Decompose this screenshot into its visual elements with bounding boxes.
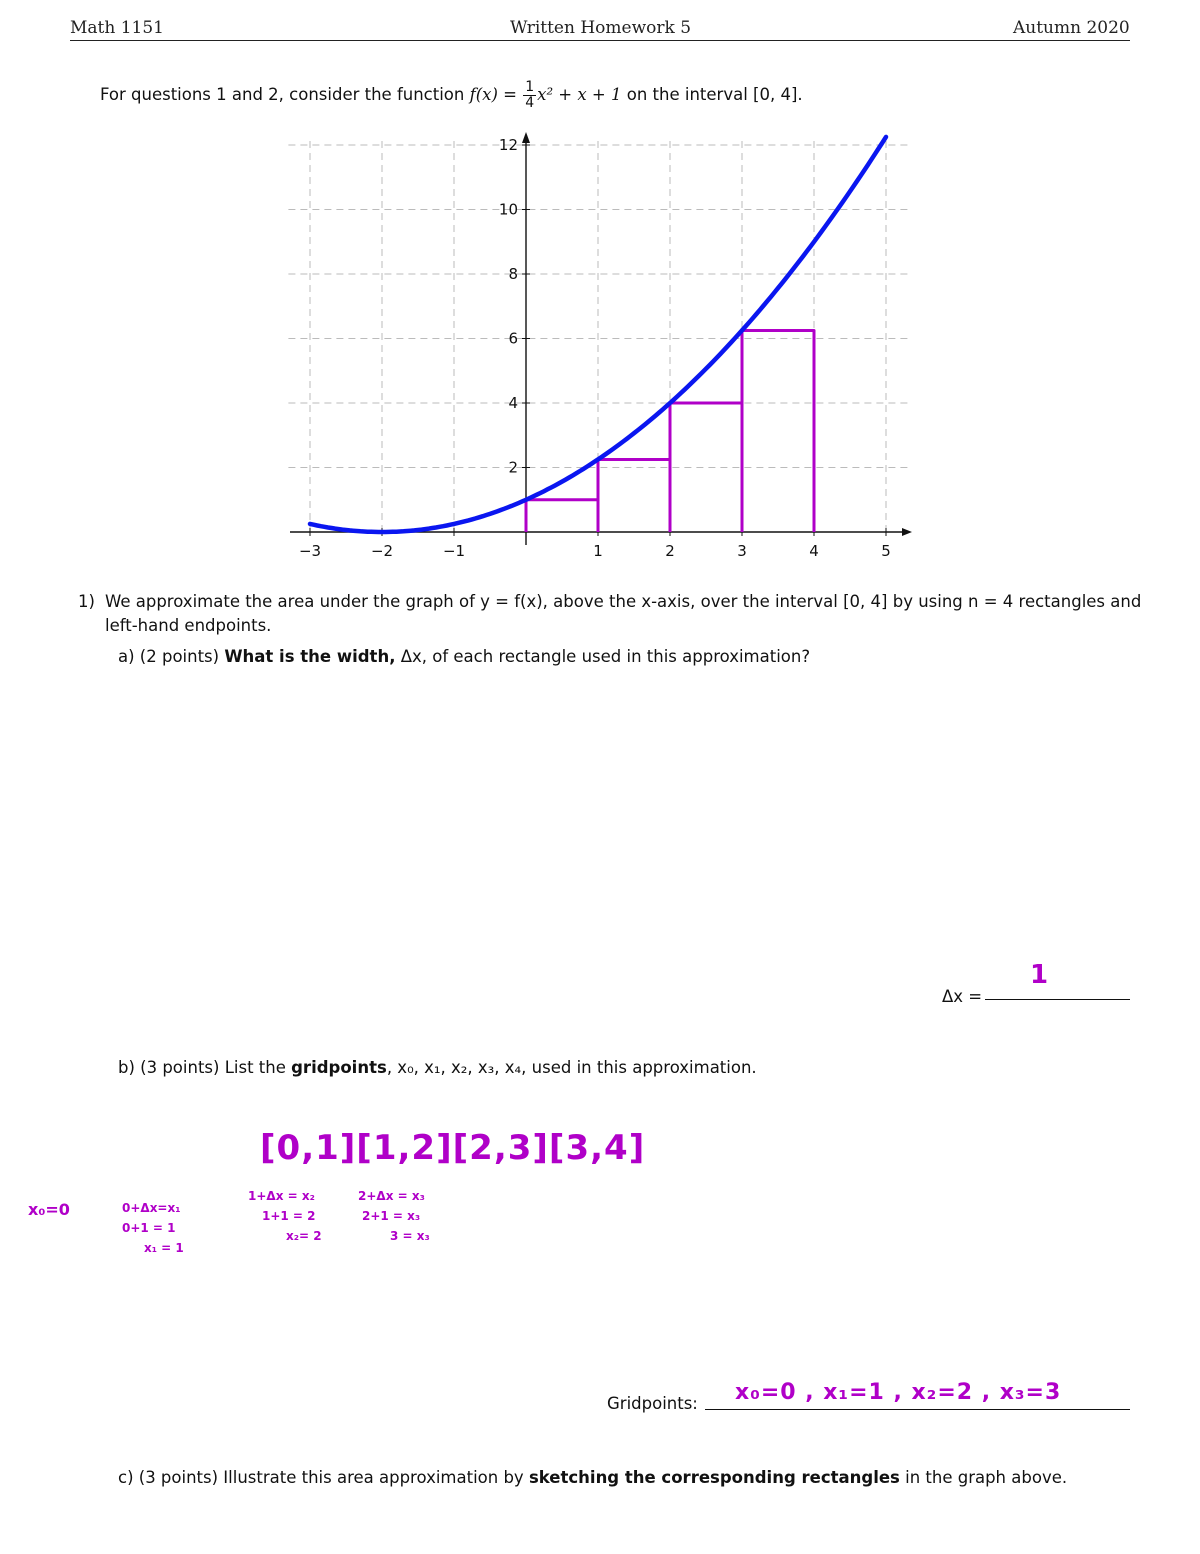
tick-labels	[299, 136, 891, 560]
intro-fx: f(x) =	[469, 85, 517, 104]
qa-prefix: a) (2 points)	[118, 647, 220, 666]
left-endpoint-rectangle	[670, 403, 742, 532]
gridpoints-answer-line[interactable]	[705, 1409, 1130, 1410]
frac-den: 4	[525, 95, 535, 111]
x-tick-label: −2	[370, 542, 394, 560]
course-name: Math 1151	[70, 18, 164, 38]
document-title: Written Homework 5	[510, 18, 692, 38]
x-tick-label: −1	[442, 542, 466, 560]
qc-after: in the graph above.	[905, 1468, 1068, 1487]
work-x0: x₀=0	[28, 1200, 70, 1219]
y-tick-label: 4	[508, 394, 518, 412]
qa-bold: What is the width,	[224, 647, 396, 666]
qb-text	[118, 1056, 757, 1080]
x-tick-label: 5	[881, 542, 891, 560]
delta-x-answer: 1	[1030, 960, 1049, 990]
work-col-3	[358, 1186, 430, 1246]
gridpoints-answer: x₀=0 , x₁=1 , x₂=2 , x₃=3	[735, 1380, 1062, 1405]
qc-text	[118, 1466, 1067, 1490]
left-endpoint-rectangle	[742, 330, 814, 532]
function-graph	[270, 128, 930, 568]
intro-before: For questions 1 and 2, consider the function	[100, 85, 465, 104]
work-col-1	[122, 1198, 184, 1258]
delta-x-answer-line[interactable]	[985, 999, 1130, 1000]
work-col2-line: x₂= 2	[286, 1229, 322, 1243]
left-endpoint-rectangle	[598, 459, 670, 532]
intro-rest: x² + x + 1	[537, 85, 622, 104]
y-axis-arrow	[522, 132, 530, 143]
qc-bold: sketching the corresponding rectangles	[528, 1468, 900, 1487]
work-col2-line: 1+1 = 2	[262, 1209, 316, 1223]
work-col3-line: 2+Δx = x₃	[358, 1189, 425, 1203]
intro-text	[100, 80, 803, 111]
work-col2-line: 1+Δx = x₂	[248, 1189, 315, 1203]
qa-after: Δx, of each rectangle used in this approximation?	[400, 647, 811, 666]
x-tick-label: −3	[298, 542, 322, 560]
work-col3-line: 2+1 = x₃	[362, 1209, 421, 1223]
q1-number: 1)	[78, 592, 95, 611]
gridpoints-label: Gridpoints:	[607, 1394, 698, 1413]
x-tick-label: 4	[809, 542, 819, 560]
work-col1-line: x₁ = 1	[144, 1241, 184, 1255]
header-rule	[70, 40, 1130, 41]
y-tick-label: 2	[508, 458, 518, 477]
intro-fraction	[523, 80, 536, 111]
delta-x-label: Δx =	[942, 987, 983, 1006]
y-tick-label: 12	[498, 136, 518, 154]
qb-bold: gridpoints	[291, 1058, 387, 1077]
work-col3-line: 3 = x₃	[390, 1229, 430, 1243]
qc-prefix: c) (3 points) Illustrate this area approximation by	[118, 1468, 524, 1487]
y-tick-label: 10	[498, 200, 518, 219]
intro-after: on the interval [0, 4].	[626, 85, 803, 104]
x-axis-arrow	[902, 528, 912, 536]
y-tick-label: 8	[508, 265, 518, 283]
qb-after: , x₀, x₁, x₂, x₃, x₄, used in this approximation.	[386, 1058, 757, 1077]
qb-prefix: b) (3 points) List the	[118, 1058, 286, 1077]
frac-num: 1	[525, 79, 535, 95]
work-col1-line: 0+Δx=x₁	[122, 1201, 181, 1215]
qa-text	[118, 645, 810, 669]
x-tick-label: 1	[593, 542, 603, 560]
left-endpoint-rectangle	[526, 500, 598, 532]
work-intervals: [0,1][1,2][2,3][3,4]	[260, 1128, 646, 1168]
x-tick-label: 3	[737, 542, 747, 560]
q1-line2: left-hand endpoints.	[105, 616, 272, 635]
term: Autumn 2020	[1013, 18, 1130, 38]
work-col1-line: 0+1 = 1	[122, 1221, 176, 1235]
q1-line1: We approximate the area under the graph of y = f(x), above the x-axis, over the interval [0, 4] by using n = 4 rectangles and	[105, 592, 1142, 611]
x-tick-label: 2	[665, 542, 675, 560]
work-col-2	[248, 1186, 322, 1246]
y-tick-label: 6	[508, 329, 518, 348]
